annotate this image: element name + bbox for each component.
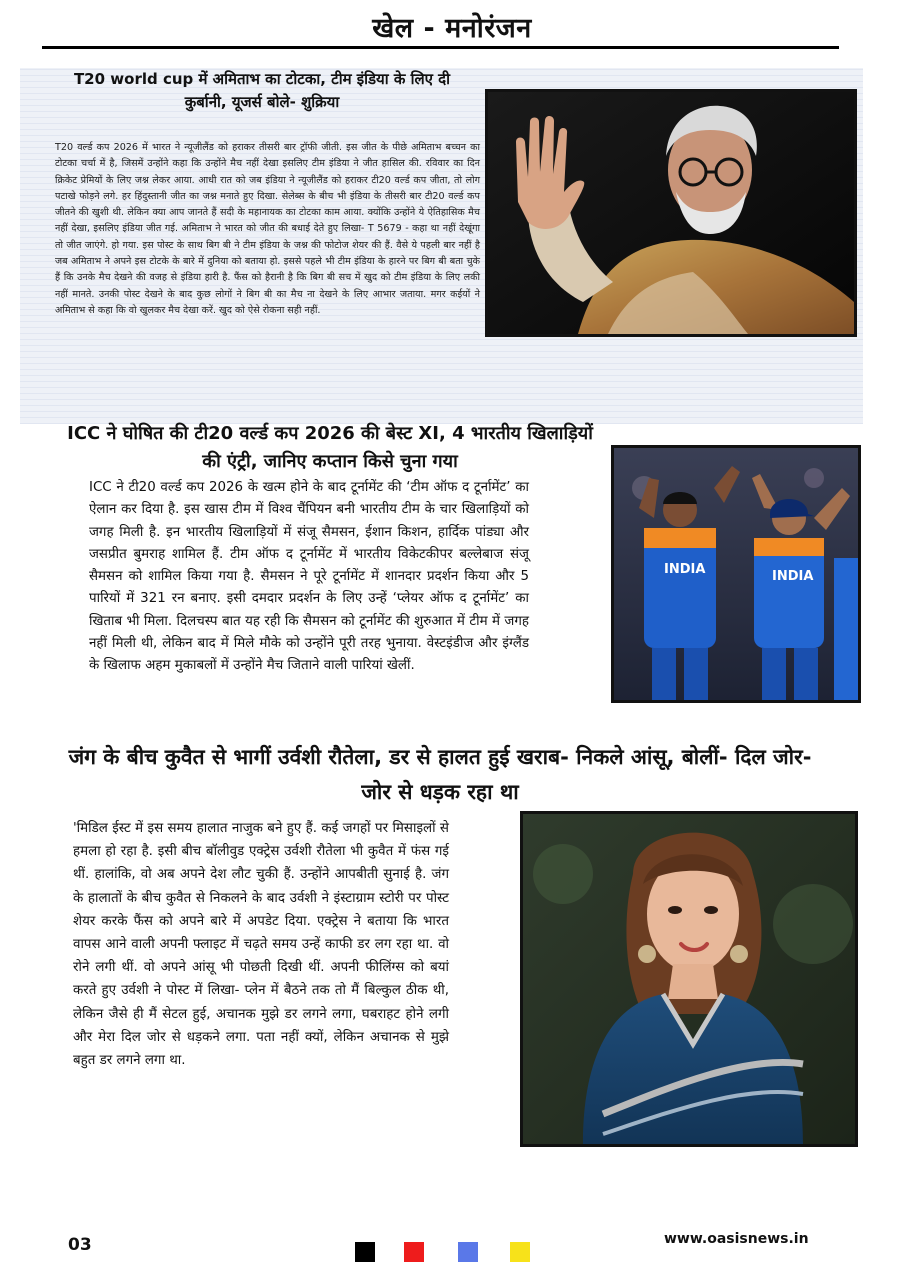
article-1-headline: T20 world cup में अमिताभ का टोटका, टीम इंडिया के लिए दी कुर्बानी, यूजर्स बोले- शुक्रिया: [73, 70, 451, 111]
article-3-headline: जंग के बीच कुवैत से भागीं उर्वशी रौतेला, डर से हालत हुई खराब- निकले आंसू, बोलीं- दिल जोर-जोर से धड़क रहा था: [68, 745, 812, 804]
section-title: खेल - मनोरंजन: [372, 13, 532, 44]
color-square-yellow: [510, 1242, 530, 1262]
section-divider: [42, 46, 839, 49]
article-1-body: T20 वर्ल्ड कप 2026 में भारत ने न्यूजीलैंड को हराकर तीसरी बार ट्रॉफी जीती. इस जीत के पीछे अमिताभ बच्चन का टोटका चर्चा में है, जिसमें उन्होंने कहा कि उन्होंने मैच नहीं देखा इसलिए टीम इंडिया ने जीत हासिल की. रविवार का दिन क्रिकेट प्रेमियों के लिए जश्न लेकर आया. आधी रात को जब इंडिया ने न्यूजीलैंड को हराकर टी20 वर्ल्ड कप जीता, तो लोग पटाखे फोड़ने लगे. हर हिंदुस्तानी जीत का जश्न मनाते हुए दिखा. सेलेब्स के बीच भी इंडिया के तीसरी बार टी20 वर्ल्ड कप जीतने की खुशी थी. लेकिन क्या आप जानते हैं सदी के महानायक का टोटका काम आया. क्योंकि उन्होंने ये ऐतिहासिक मैच नहीं देखा, इसलिए इंडिया जीत गई. अमिताभ ने भारत को जीत की बधाई देते हुए लिखा- T 5679 - कहा था नहीं देखूंगा तो जीत जाएंगे. हो गया. इस पोस्ट के साथ बिग बी ने टीम इंडिया के जश्न की फोटोज शेयर की हैं. वैसे ये पहली बार नहीं है जब अमिताभ ने अपने इस टोटके के बारे में दुनिया को बताया हो. इससे पहले भी टीम इंडिया के हारने पर बिग बी बता चुके हैं कि उनके मैच देखने की वजह से इंडिया हारी है. फैंस को हैरानी है कि बिग बी सच में खुद को टीम इंडिया के लिए लकी नहीं मानते. उनकी पोस्ट देखने के बाद कुछ लोगों ने बिग बी का मैच ना देखने के लिए आभार जताया. मगर कईयों ने अमिताभ से कहा कि वो खुलकर मैच देखा करें. खुद को ऐसे रोकना सही नहीं.: [55, 142, 480, 316]
website-link[interactable]: www.oasisnews.in: [664, 1231, 809, 1247]
jersey-text-1: INDIA: [664, 562, 706, 577]
article-1-photo: [485, 89, 857, 337]
color-square-blue: [458, 1242, 478, 1262]
article-2-headline: ICC ने घोषित की टी20 वर्ल्ड कप 2026 की बेस्ट XI, 4 भारतीय खिलाड़ियों की एंट्री, जानिए कप्तान किसे चुना गया: [67, 423, 593, 472]
jersey-text-2: INDIA: [772, 569, 814, 584]
article-3-body: 'मिडिल ईस्ट में इस समय हालात नाजुक बने हुए हैं. कई जगहों पर मिसाइलों से हमला हो रहा है. इसी बीच बॉलीवुड एक्ट्रेस उर्वशी रौतेला भी कुवैत में फंस गई थीं. हालांकि, वो अब अपने देश लौट चुकी हैं. उन्होंने आपबीती सुनाई है. जंग के हालातों के बीच कुवैत से निकलने के बाद उर्वशी ने इंस्टाग्राम स्टोरी पर पोस्ट शेयर करके फैंस को अपने बारे में अपडेट दिया. एक्ट्रेस ने बताया कि भारत वापस आने वाली अपनी फ्लाइट में चढ़ते समय उन्हें काफी डर लग रहा था. वो रोने लगी थीं. वो अपने आंसू भी पोछती दिखी थीं. अपनी फीलिंग्स को बयां करते हुए उर्वशी ने पोस्ट में लिखा- प्लेन में बैठने तक तो मैं बिल्कुल ठीक थी, लेकिन जैसे ही मैं सेटल हुई, अचानक मुझे डर लगने लगा, घबराहट होने लगी और मेरा दिल जोर से धड़कने लगा. पता नहीं क्यों, लेकिन अचानक से मुझे बहुत डर लगने लगा था.: [73, 821, 449, 1069]
color-square-red: [404, 1242, 424, 1262]
article-3-photo: [520, 811, 858, 1147]
page-number: 03: [68, 1235, 92, 1255]
color-square-black: [355, 1242, 375, 1262]
article-2-body: ICC ने टी20 वर्ल्ड कप 2026 के खत्म होने के बाद टूर्नामेंट की ‘टीम ऑफ द टूर्नामेंट’ का ऐलान कर दिया है. इस खास टीम में विश्व चैंपियन बनी भारतीय टीम के चार खिलाड़ियों को जगह मिली है. इन भारतीय खिलाड़ियों में संजू सैमसन, ईशान किशन, हार्दिक पांड्या और जसप्रीत बुमराह शामिल हैं. टीम ऑफ द टूर्नामेंट में भारतीय विकेटकीपर बल्लेबाज संजू सैमसन को शामिल किया गया है. सैमसन ने पूरे टूर्नामेंट में शानदार प्रदर्शन किया और 5 पारियों में 321 रन बनाए. इसी दमदार प्रदर्शन के लिए उन्हें ‘प्लेयर ऑफ द टूर्नामेंट’ का खिताब भी मिला. दिलचस्प बात यह रही कि सैमसन को टूर्नामेंट की शुरुआत में टीम में जगह नहीं मिली थी, लेकिन बाद में मिले मौके को उन्होंने पूरी तरह भुनाया. वेस्टइंडीज और इंग्लैंड के खिलाफ अहम मुकाबलों में उन्होंने मैच जिताने वाली पारियां खेलीं.: [89, 480, 529, 674]
article-2-photo: [611, 445, 861, 703]
